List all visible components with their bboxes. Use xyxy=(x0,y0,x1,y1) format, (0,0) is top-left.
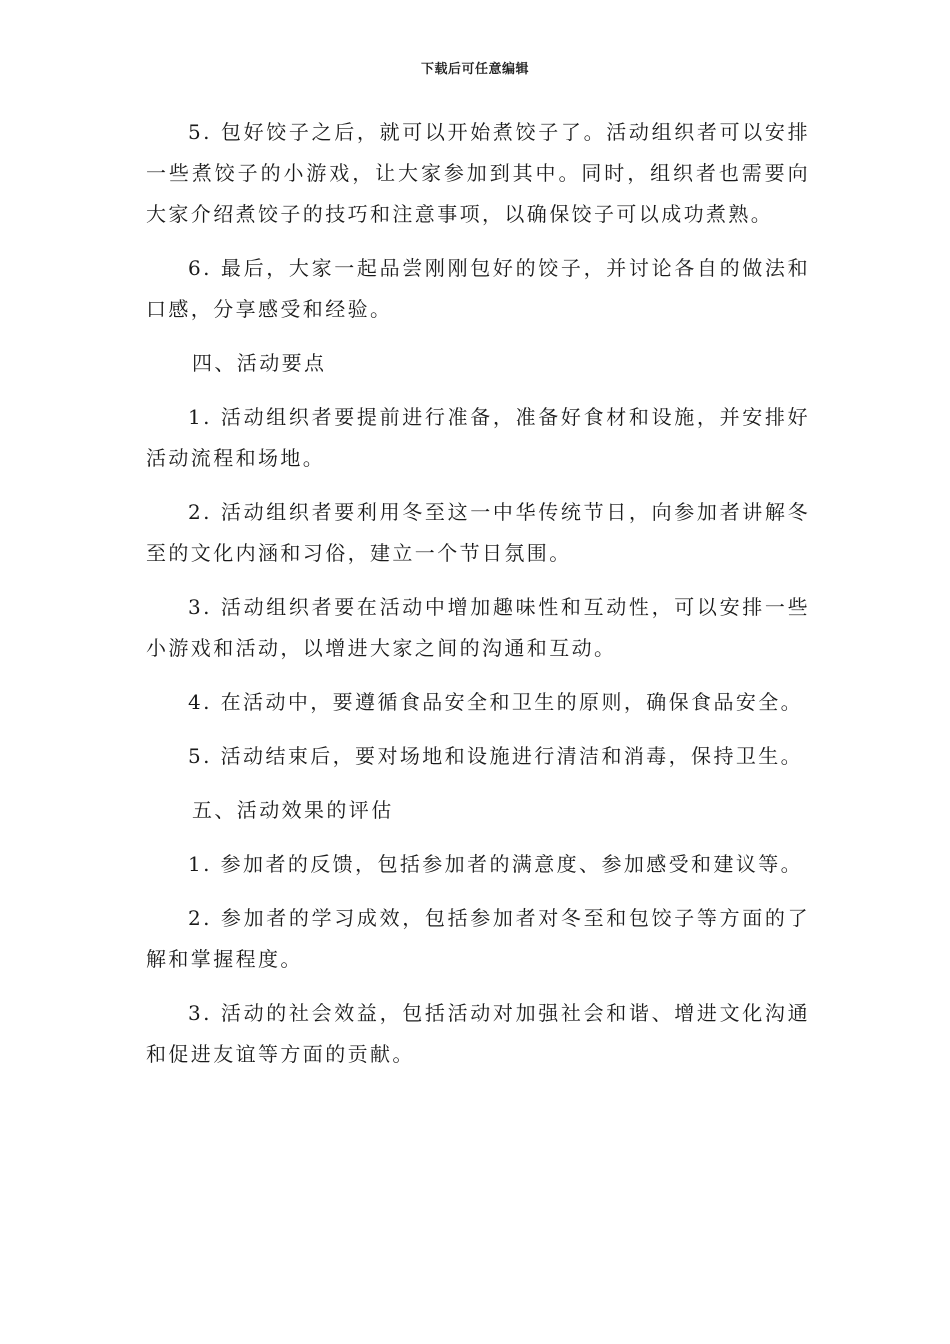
document-body xyxy=(146,112,810,1088)
paragraph-key-point-2: 2. 活动组织者要利用冬至这一中华传统节日，向参加者讲解冬至的文化内涵和习俗，建立一个节日氛围。 xyxy=(146,500,810,565)
paragraph-evaluation-2: 2. 参加者的学习成效，包括参加者对冬至和包饺子等方面的了解和掌握程度。 xyxy=(146,906,810,971)
section-heading-evaluation: 五、活动效果的评估 xyxy=(192,798,394,822)
paragraph-key-point-3: 3. 活动组织者要在活动中增加趣味性和互动性，可以安排一些小游戏和活动，以增进大家之间的沟通和互动。 xyxy=(146,595,810,660)
paragraph-step-6: 6. 最后，大家一起品尝刚刚包好的饺子，并讨论各自的做法和口感，分享感受和经验。 xyxy=(146,256,810,321)
section-heading-key-points: 四、活动要点 xyxy=(192,351,327,375)
paragraph-key-point-1: 1. 活动组织者要提前进行准备，准备好食材和设施，并安排好活动流程和场地。 xyxy=(146,405,810,470)
paragraph-key-point-5: 5. 活动结束后，要对场地和设施进行清洁和消毒，保持卫生。 xyxy=(188,744,804,768)
paragraph-evaluation-1: 1. 参加者的反馈，包括参加者的满意度、参加感受和建议等。 xyxy=(188,852,804,876)
paragraph-step-5: 5. 包好饺子之后，就可以开始煮饺子了。活动组织者可以安排一些煮饺子的小游戏，让大家参加到其中。同时，组织者也需要向大家介绍煮饺子的技巧和注意事项，以确保饺子可以成功煮熟。 xyxy=(146,120,810,226)
download-note: 下载后可任意编辑 xyxy=(420,62,529,77)
paragraph-evaluation-3: 3. 活动的社会效益，包括活动对加强社会和谐、增进文化沟通和促进友谊等方面的贡献。 xyxy=(146,1001,810,1066)
paragraph-key-point-4: 4. 在活动中，要遵循食品安全和卫生的原则，确保食品安全。 xyxy=(188,690,804,714)
